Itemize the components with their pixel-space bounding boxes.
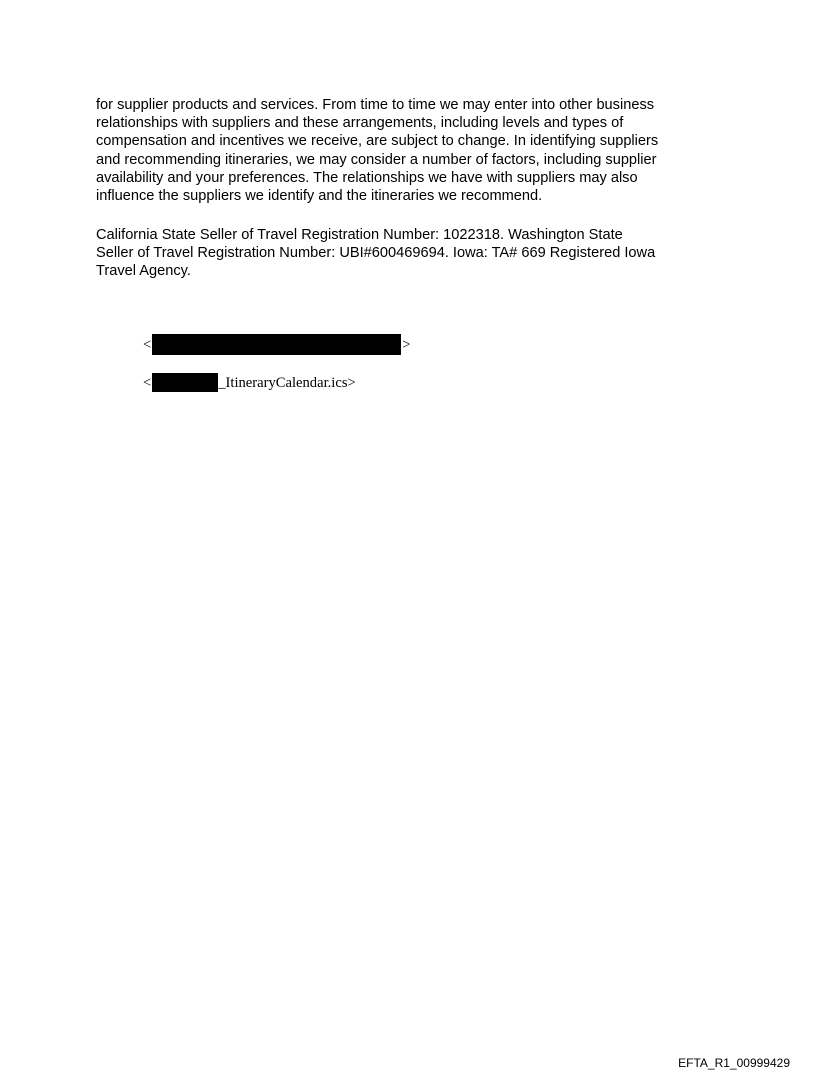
document-id: EFTA_R1_00999429: [678, 1056, 790, 1070]
redaction-block: [152, 334, 401, 355]
paragraph-line: and recommending itineraries, we may consider a number of factors, including supplier: [96, 151, 657, 168]
paragraph-line: for supplier products and services. From time to time we may enter into other business: [96, 97, 655, 113]
redaction-block: [152, 373, 218, 392]
registration-numbers-paragraph: [96, 226, 736, 281]
attachment-filename: _ItineraryCalendar.ics>: [218, 374, 356, 391]
attachment-close-bracket: >: [402, 336, 411, 353]
supplier-relationships-paragraph: [96, 96, 736, 205]
paragraph-line: Seller of Travel Registration Number: UBI#600469694. Iowa: TA# 669 Registered Iowa: [96, 245, 656, 262]
paragraph-line: Travel Agency.: [96, 263, 191, 280]
paragraph-line: compensation and incentives we receive, are subject to change. In identifying suppliers: [96, 133, 659, 150]
attachment-link-itinerary-calendar[interactable]: [143, 373, 356, 392]
paragraph-line: availability and your preferences. The relationships we have with suppliers may also: [96, 169, 638, 186]
attachment-open-bracket: <: [143, 336, 152, 353]
paragraph-line: relationships with suppliers and these arrangements, including levels and types of: [96, 115, 624, 132]
paragraph-line: California State Seller of Travel Registration Number: 1022318. Washington State: [96, 227, 623, 243]
paragraph-line: influence the suppliers we identify and the itineraries we recommend.: [96, 188, 543, 205]
attachment-link-redacted[interactable]: [143, 334, 410, 355]
attachment-open-bracket: <: [143, 374, 152, 391]
